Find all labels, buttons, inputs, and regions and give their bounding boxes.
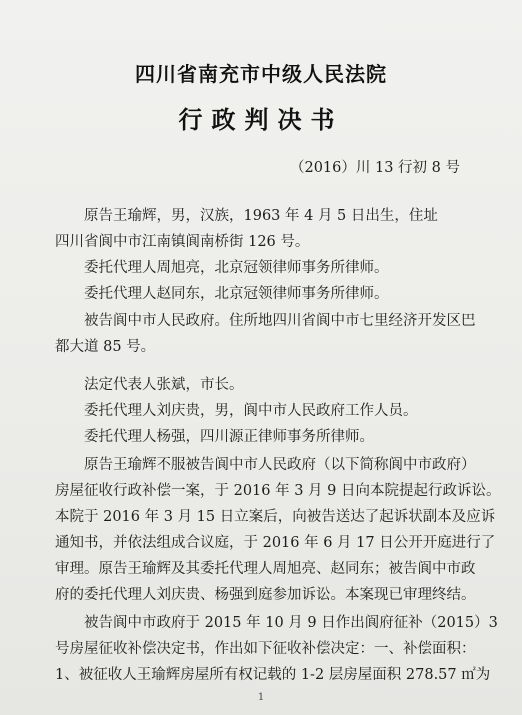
paragraph-1-line-6: 府的委托代理人刘庆贵、杨强到庭参加诉讼。本案现已审理终结。	[55, 587, 476, 603]
plaintiff-line: 原告王瑜辉，男，汉族，1963 年 4 月 5 日出生，住址	[84, 208, 438, 224]
defendant-line: 被告阆中市人民政府。住所地四川省阆中市七里经济开发区巴	[84, 313, 476, 329]
plaintiff-agent-1: 委托代理人周旭亮，北京冠领律师事务所律师。	[84, 260, 389, 276]
plaintiff-agent-2: 委托代理人赵同东，北京冠领律师事务所律师。	[84, 286, 389, 302]
paragraph-2-line-1: 被告阆中市政府于 2015 年 10 月 9 日作出阆府征补（2015）3	[84, 615, 498, 631]
defendant-agent-2: 委托代理人杨强，四川源正律师事务所律师。	[84, 429, 374, 445]
defendant-address-line: 都大道 85 号。	[55, 339, 156, 355]
document-title: 行政判决书	[178, 106, 344, 134]
case-number: （2016）川 13 行初 8 号	[289, 160, 460, 176]
paragraph-1-line-5: 审理。原告王瑜辉及其委托代理人周旭亮、赵同东；被告阆中市政	[55, 561, 476, 577]
paragraph-1-line-2: 房屋征收行政补偿一案，于 2016 年 3 月 9 日向本院提起行政诉讼。	[55, 483, 501, 499]
legal-representative: 法定代表人张斌，市长。	[84, 377, 244, 393]
plaintiff-address-line: 四川省阆中市江南镇阆南桥街 126 号。	[55, 234, 310, 250]
paragraph-2-line-3: 1、被征收人王瑜辉房屋所有权记载的 1-2 层房屋面积 278.57 ㎡为	[55, 667, 491, 683]
paragraph-1-line-1: 原告王瑜辉不服被告阆中市人民政府（以下简称阆中市政府）	[84, 457, 476, 473]
page-number: 1	[257, 692, 265, 703]
defendant-agent-1: 委托代理人刘庆贵，男，阆中市人民政府工作人员。	[84, 403, 418, 419]
paragraph-1-line-4: 通知书，并依法组成合议庭，于 2016 年 6 月 17 日公开开庭进行了	[55, 535, 496, 551]
paragraph-2-line-2: 号房屋征收补偿决定书，作出如下征收补偿决定：一、补偿面积：	[55, 641, 476, 657]
court-name: 四川省南充市中级人民法院	[135, 62, 387, 86]
paragraph-1-line-3: 本院于 2016 年 3 月 15 日立案后，向被告送达了起诉状副本及应诉	[55, 509, 496, 525]
